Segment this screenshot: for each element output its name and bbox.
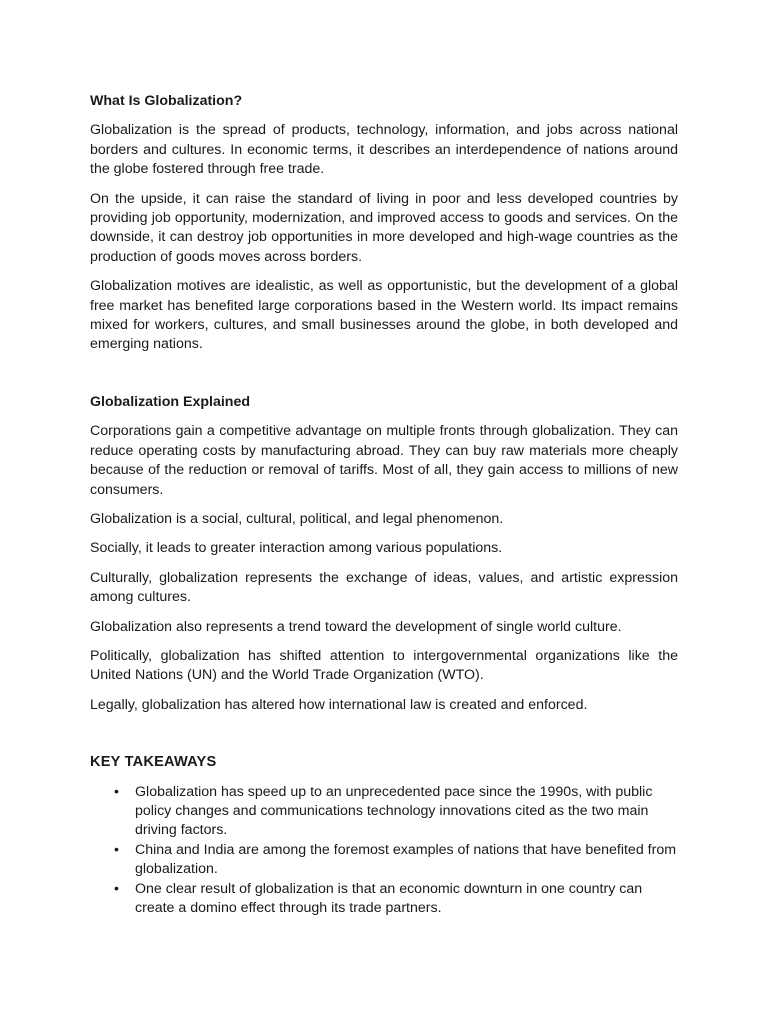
section-heading: Globalization Explained [90,393,251,410]
list-item-text: One clear result of globalization is that an economic downturn in one country can create a domino effect through its trade partners. [135,880,643,916]
paragraph: Globalization also represents a trend toward the development of single world culture. [90,618,622,635]
section-heading: KEY TAKEAWAYS [90,754,217,771]
bullet-icon: • [114,880,119,897]
takeaways-list [90,783,678,919]
section-spacer [90,725,678,753]
paragraph: On the upside, it can raise the standard of living in poor and less developed countries by providing job opportunity, modernization, and improved access to goods and services. On the downside, it can destroy job opportunities in more developed and high-wage countries as the production of goods moves across borders. [90,190,678,265]
section-globalization-explained [90,393,678,715]
section-heading: What Is Globalization? [90,93,243,109]
list-item [90,880,678,919]
list-item-text: Globalization has speed up to an unprecedented pace since the 1990s, with public policy changes and communications technology innovations cited as the two main driving factors. [135,783,653,839]
paragraph: Socially, it leads to greater interaction among various populations. [90,540,503,557]
paragraph: Culturally, globalization represents the exchange of ideas, values, and artistic expression among cultures. [90,569,678,606]
list-item [90,841,678,880]
section-spacer [90,365,678,393]
paragraph: Globalization motives are idealistic, as well as opportunistic, but the development of a global free market has benefited large corporations based in the Western world. Its impact remains mixed for workers, cultures, and small businesses around the globe, in both developed and emerging nations. [90,278,678,353]
paragraph: Corporations gain a competitive advantage on multiple fronts through globalization. They can reduce operating costs by manufacturing abroad. They can buy raw materials more cheaply because of the reduction or removal of tariffs. Most of all, they gain access to millions of new consumers. [90,423,678,498]
paragraph: Globalization is the spread of products, technology, information, and jobs across national borders and cultures. In economic terms, it describes an interdependence of nations around the globe fostered through free trade. [90,122,678,178]
list-item-text: China and India are among the foremost examples of nations that have benefited from globalization. [135,841,677,878]
section-what-is-globalization [90,92,678,355]
bullet-icon: • [114,841,119,858]
paragraph: Globalization is a social, cultural, political, and legal phenomenon. [90,510,504,527]
bullet-icon: • [114,783,119,800]
document-page [90,92,678,918]
list-item [90,783,678,841]
paragraph: Politically, globalization has shifted attention to intergovernmental organizations like the United Nations (UN) and the World Trade Organization (WTO). [90,647,678,684]
section-key-takeaways [90,753,678,918]
paragraph: Legally, globalization has altered how international law is created and enforced. [90,696,588,713]
